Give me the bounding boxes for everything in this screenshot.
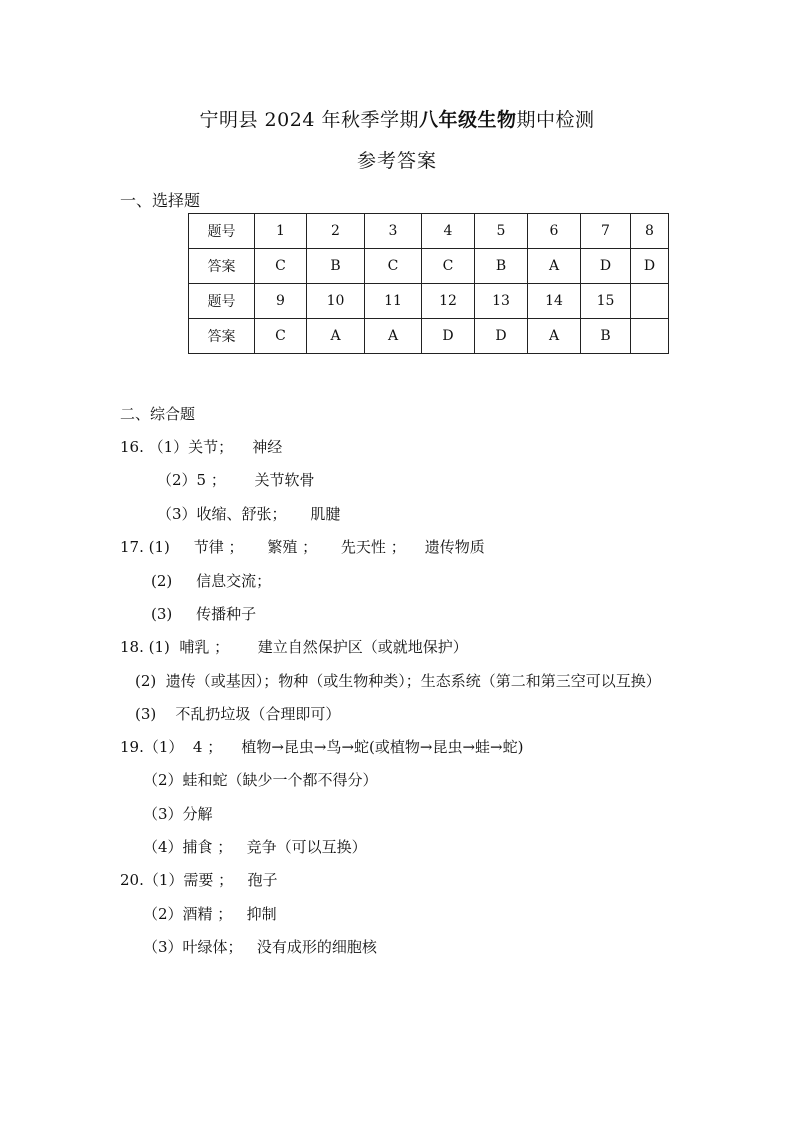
table-cell: 7 bbox=[581, 214, 631, 249]
table-cell: 11 bbox=[365, 284, 422, 319]
table-cell: 1 bbox=[255, 214, 307, 249]
row-label: 题号 bbox=[189, 284, 255, 319]
answer-line-20: 20.（1）需要 ； 孢子 bbox=[120, 871, 278, 889]
answer-line-19: 19.（1） 4 ； 植物→昆虫→鸟→蛇(或植物→昆虫→蛙→蛇) bbox=[120, 738, 524, 756]
table-cell bbox=[631, 319, 669, 354]
table-cell: B bbox=[475, 249, 528, 284]
table-row bbox=[189, 249, 669, 284]
table-cell: 15 bbox=[581, 284, 631, 319]
section-choice-heading: 一、选择题 bbox=[120, 191, 201, 210]
table-cell: 2 bbox=[307, 214, 365, 249]
table-cell: 12 bbox=[422, 284, 475, 319]
table-cell bbox=[631, 284, 669, 319]
table-cell: 5 bbox=[475, 214, 528, 249]
table-cell: 10 bbox=[307, 284, 365, 319]
table-cell: B bbox=[307, 249, 365, 284]
page-title bbox=[0, 105, 794, 132]
table-cell: D bbox=[631, 249, 669, 284]
answer-line-19-3: （3）分解 bbox=[143, 805, 213, 823]
answer-line-16-2: （2）5 ； 关节软骨 bbox=[157, 471, 315, 489]
table-cell: D bbox=[581, 249, 631, 284]
answer-line-17-3: (3) 传播种子 bbox=[151, 605, 257, 623]
title-prefix: 宁明县 2024 年秋季学期 bbox=[199, 109, 419, 131]
table-cell: 9 bbox=[255, 284, 307, 319]
answer-line-20-2: （2）酒精 ； 抑制 bbox=[143, 905, 277, 923]
table-row bbox=[189, 214, 669, 249]
page-subtitle: 参考答案 bbox=[356, 150, 437, 172]
answer-line-18: 18. (1) 哺乳 ； 建立自然保护区（或就地保护） bbox=[120, 638, 468, 656]
table-cell: 13 bbox=[475, 284, 528, 319]
answer-line-17: 17. (1) 节律 ； 繁殖 ； 先天性 ； 遗传物质 bbox=[120, 538, 485, 556]
title-subject: 八年级生物 bbox=[418, 109, 517, 131]
table-cell: C bbox=[255, 319, 307, 354]
answer-line-17-2: (2) 信息交流； bbox=[151, 572, 272, 590]
table-cell: 3 bbox=[365, 214, 422, 249]
answer-line-16-3: （3）收缩、舒张； 肌腱 bbox=[157, 505, 341, 523]
section-comprehensive-heading: 二、综合题 bbox=[120, 405, 196, 423]
row-label: 答案 bbox=[189, 249, 255, 284]
table-cell: 8 bbox=[631, 214, 669, 249]
table-row bbox=[189, 284, 669, 319]
table-cell: A bbox=[307, 319, 365, 354]
row-label: 题号 bbox=[189, 214, 255, 249]
table-cell: C bbox=[422, 249, 475, 284]
answer-line-20-3: （3）叶绿体； 没有成形的细胞核 bbox=[143, 938, 377, 956]
answer-line-16: 16. （1）关节； 神经 bbox=[120, 438, 283, 456]
table-cell: 14 bbox=[528, 284, 581, 319]
table-cell: C bbox=[365, 249, 422, 284]
title-suffix: 期中检测 bbox=[516, 109, 595, 131]
table-cell: A bbox=[528, 249, 581, 284]
table-cell: D bbox=[422, 319, 475, 354]
table-cell: C bbox=[255, 249, 307, 284]
answer-line-19-2: （2）蛙和蛇（缺少一个都不得分） bbox=[143, 771, 378, 789]
answer-line-19-4: （4）捕食 ； 竞争（可以互换） bbox=[143, 838, 367, 856]
table-cell: 4 bbox=[422, 214, 475, 249]
table-cell: 6 bbox=[528, 214, 581, 249]
table-row bbox=[189, 319, 669, 354]
row-label: 答案 bbox=[189, 319, 255, 354]
answer-line-18-2: (2) 遗传（或基因）；物种（或生物种类）；生态系统（第二和第三空可以互换） bbox=[135, 672, 661, 690]
table-cell: B bbox=[581, 319, 631, 354]
choice-answer-table bbox=[188, 213, 669, 354]
answer-line-18-3: (3) 不乱扔垃圾（合理即可） bbox=[135, 705, 341, 723]
table-cell: A bbox=[365, 319, 422, 354]
table-cell: A bbox=[528, 319, 581, 354]
table-cell: D bbox=[475, 319, 528, 354]
